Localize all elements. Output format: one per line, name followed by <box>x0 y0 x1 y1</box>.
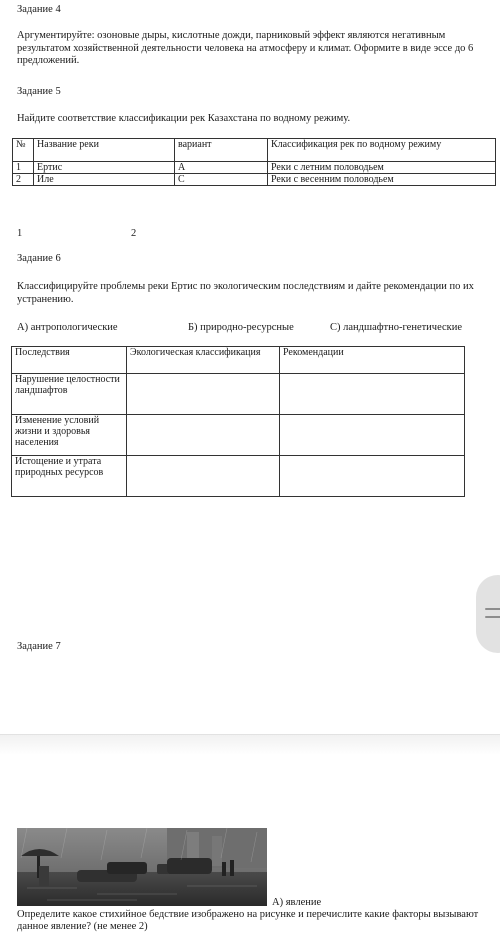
table-cell: Иле <box>34 174 175 186</box>
task6-text: Классифицируйте проблемы реки Ертис по экологическим последствиям и дайте рекомендации по их устранению. <box>17 281 474 305</box>
table-header-cell: Экологическая классификация <box>127 347 280 374</box>
table-header-cell: Название реки <box>34 139 175 162</box>
table-cell <box>127 415 280 456</box>
table-cell: Реки с летним половодьем <box>268 162 496 174</box>
table-cell: 2 <box>13 174 34 186</box>
table-cell <box>280 456 465 497</box>
task7-heading: Задание 7 <box>17 641 61 652</box>
page-divider <box>0 734 500 755</box>
menu-lines-icon <box>485 608 500 610</box>
table-cell: Реки с весенним половодьем <box>268 174 496 186</box>
task5-heading: Задание 5 <box>17 86 61 97</box>
table-row <box>12 374 465 415</box>
option-c: С) ландшафтно-генетические <box>330 322 463 333</box>
table-header-row <box>12 347 465 374</box>
table-cell <box>127 456 280 497</box>
table-cell: 1 <box>13 162 34 174</box>
table-cell: Нарушение целостности ландшафтов <box>12 374 127 415</box>
table-row <box>13 162 496 174</box>
table-header-cell: Классификация рек по водному режиму <box>268 139 496 162</box>
table-header-row <box>13 139 496 162</box>
river-classification-table <box>12 138 496 186</box>
table-cell: Истощение и утрата природных ресурсов <box>12 456 127 497</box>
scroll-handle[interactable] <box>476 575 500 653</box>
answer-label: 2 <box>131 228 137 239</box>
flood-image-icon <box>17 828 267 906</box>
answer-label: 1 <box>17 228 23 239</box>
table-row <box>13 174 496 186</box>
table-header-cell: Рекомендации <box>280 347 465 374</box>
consequences-table <box>11 346 465 497</box>
table-header-cell: Последствия <box>12 347 127 374</box>
table-cell: Изменение условий жизни и здоровья населения <box>12 415 127 456</box>
flood-photo <box>17 828 267 906</box>
table-cell: C <box>175 174 268 186</box>
option-b: Б) природно-ресурсные <box>188 322 294 333</box>
option-a: А) антропологические <box>17 322 118 333</box>
task5-text: Найдите соответствие классификации рек Казахстана по водному режиму. <box>17 113 351 124</box>
table-cell <box>280 415 465 456</box>
table-header-cell: вариант <box>175 139 268 162</box>
task6-heading: Задание 6 <box>17 253 61 264</box>
task4-heading: Задание 4 <box>17 4 61 15</box>
menu-lines-icon <box>485 616 500 618</box>
table-row <box>12 456 465 497</box>
table-cell <box>127 374 280 415</box>
task7-text: Определите какое стихийное бедствие изображено на рисунке и перечислите какие факторы вызывают данное явление? (не менее 2) <box>17 909 479 932</box>
task7-caption: А) явление <box>272 897 322 908</box>
table-header-cell: № <box>13 139 34 162</box>
table-cell: A <box>175 162 268 174</box>
table-cell <box>280 374 465 415</box>
table-cell: Ертис <box>34 162 175 174</box>
table-row <box>12 415 465 456</box>
task4-text: Аргументируйте: озоновые дыры, кислотные дожди, парниковый эффект являются негативным результатом хозяйственной деятельности человека на атмосферу и климат. Оформите в виде эссе до 6 предложений. <box>17 30 474 66</box>
